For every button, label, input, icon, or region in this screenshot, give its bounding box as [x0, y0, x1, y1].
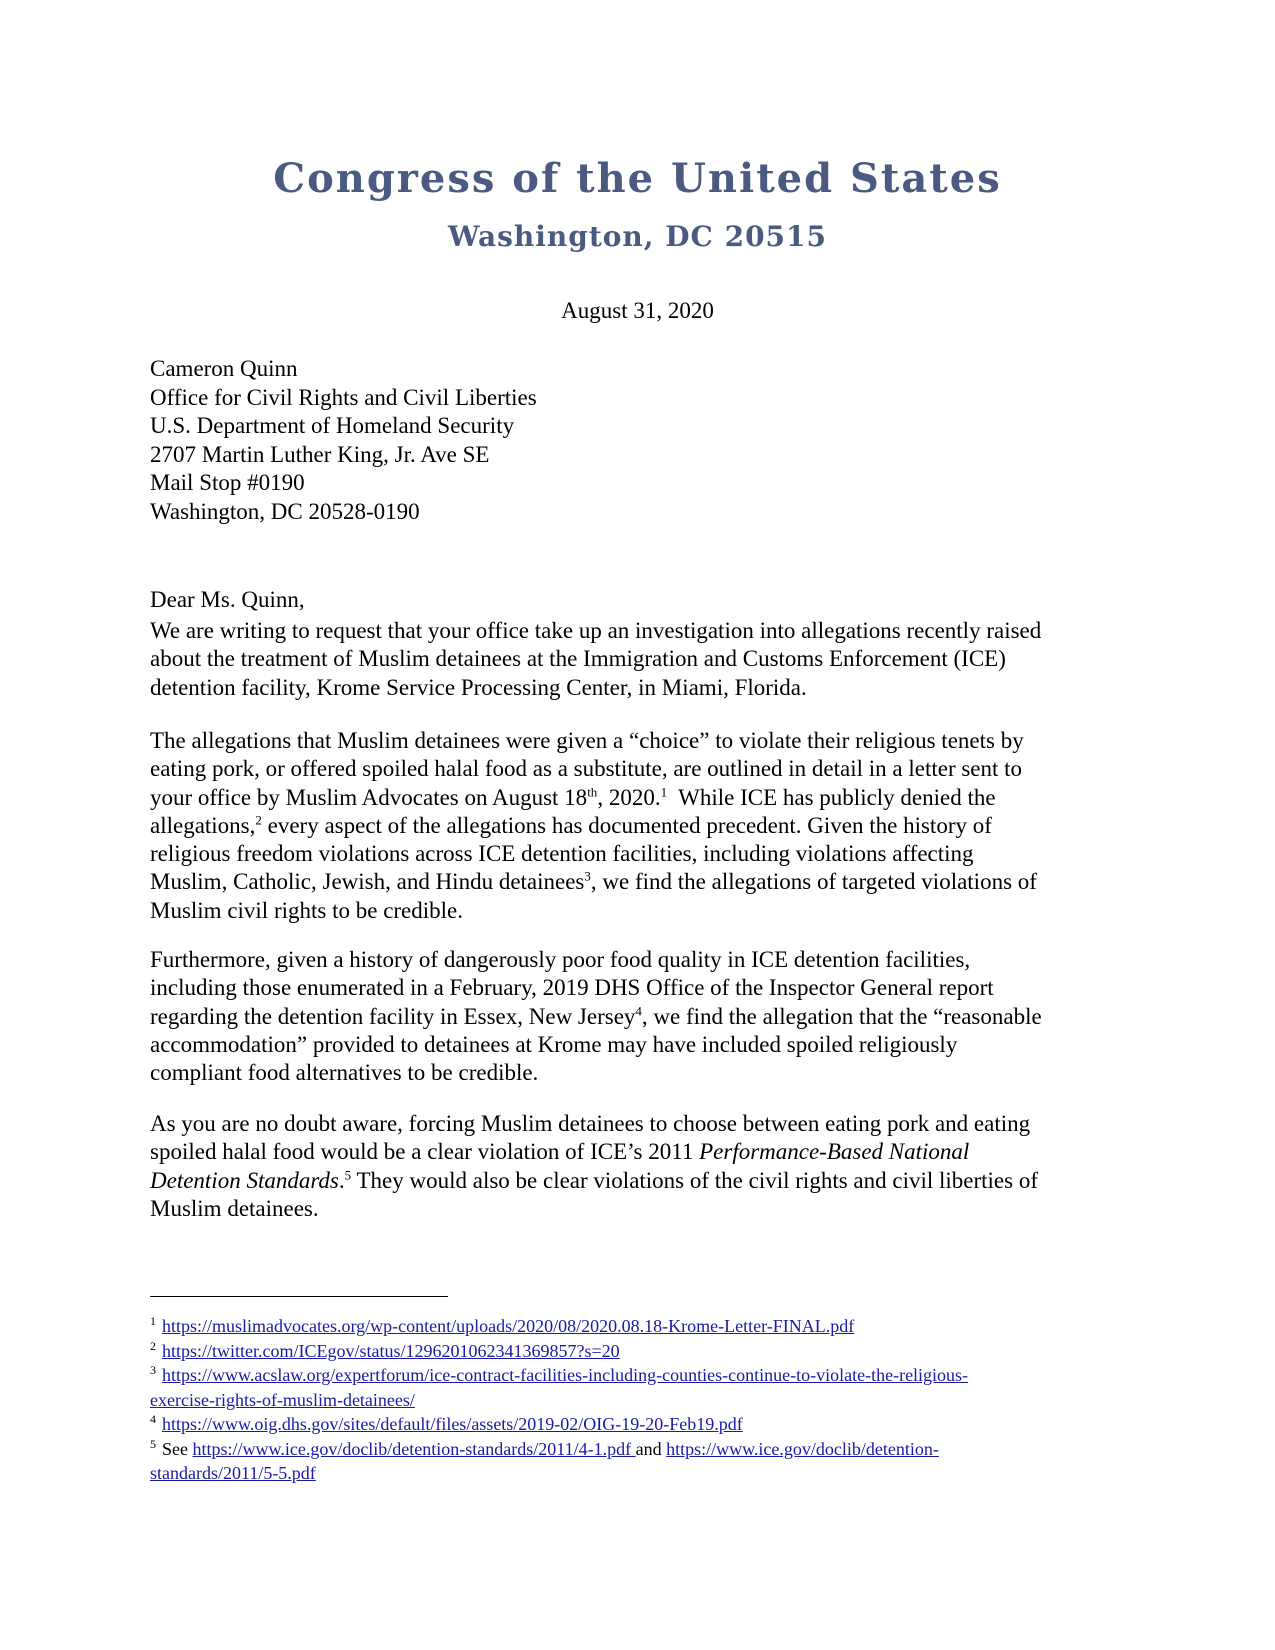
- footnote-number: 4: [150, 1412, 156, 1426]
- paragraph-line: [150, 784, 1130, 812]
- paragraph-line: about the treatment of Muslim detainees at the Immigration and Customs Enforcement (ICE): [150, 646, 1006, 672]
- salutation: Dear Ms. Quinn,: [150, 587, 305, 612]
- address-line: Mail Stop #0190: [150, 470, 305, 496]
- paragraph-line: As you are no doubt aware, forcing Muslim detainees to choose between eating pork and eating: [150, 1111, 1031, 1136]
- footnote-ref[interactable]: 5: [344, 1166, 352, 1182]
- paragraph-line: [150, 1138, 1130, 1166]
- footnote-link[interactable]: exercise-rights-of-muslim-detainees/: [150, 1389, 415, 1410]
- address-line: Washington, DC 20528-0190: [150, 498, 420, 524]
- paragraph-line: Muslim civil rights to be credible.: [150, 897, 464, 923]
- paragraph-line: detention facility, Krome Service Processing Center, in Miami, Florida.: [150, 674, 807, 700]
- text-run: , 2020.: [597, 784, 661, 810]
- footnote-ref[interactable]: 3: [584, 868, 591, 884]
- text-run: They would also be clear violations of the civil rights and civil liberties of: [351, 1167, 1038, 1193]
- paragraph-line: accommodation” provided to detainees at Krome may have included spoiled religiously: [150, 1031, 958, 1057]
- text-run: See: [162, 1438, 193, 1459]
- footnote-number: 1: [150, 1314, 156, 1328]
- text-run: , we find the allegations of targeted violations of: [590, 869, 1037, 895]
- footnote-ref[interactable]: 2: [255, 812, 262, 828]
- footnote-5: [150, 1437, 1150, 1462]
- address-line: Office for Civil Rights and Civil Liberties: [150, 384, 537, 410]
- paragraph-line: including those enumerated in a February, 2019 DHS Office of the Inspector General report: [150, 975, 994, 1001]
- paragraph-line: [150, 1003, 1130, 1031]
- paragraph-line: religious freedom violations across ICE detention facilities, including violations affecting: [150, 841, 974, 867]
- paragraph-line: [150, 868, 1130, 896]
- text-run: regarding the detention facility in Essex, New Jersey: [150, 1003, 636, 1029]
- footnote-link[interactable]: https://www.ice.gov/doclib/detention-standards/2011/4-1.pdf: [192, 1438, 636, 1459]
- text-run: every aspect of the allegations has documented precedent. Given the history of: [261, 812, 992, 838]
- text-run: While ICE has publicly denied the: [667, 784, 996, 810]
- paragraph-line: [150, 812, 1130, 840]
- footnote-3-continued: [150, 1388, 1150, 1413]
- paragraph-line: [150, 1167, 1130, 1195]
- paragraph-2: [150, 727, 1130, 925]
- footnote-ref[interactable]: 1: [660, 783, 668, 799]
- address-line: Cameron Quinn: [150, 356, 298, 381]
- footnote-link[interactable]: https://www.oig.dhs.gov/sites/default/files/assets/2019-02/OIG-19-20-Feb19.pdf: [162, 1414, 743, 1434]
- footnote-link[interactable]: https://twitter.com/ICEgov/status/1296201062341369857?s=20: [162, 1340, 620, 1361]
- paragraph-line: We are writing to request that your office take up an investigation into allegations recently raised: [150, 618, 1042, 643]
- paragraph-3: [150, 946, 1130, 1087]
- letterhead-subtitle: Washington, DC 20515: [447, 220, 828, 253]
- footnote-number: 2: [150, 1338, 156, 1353]
- footnote-1: [150, 1314, 1150, 1339]
- text-run: .: [338, 1167, 345, 1193]
- footnote-link[interactable]: standards/2011/5-5.pdf: [150, 1463, 316, 1483]
- address-line: 2707 Martin Luther King, Jr. Ave SE: [150, 441, 490, 467]
- ordinal-suffix: th: [587, 783, 598, 799]
- footnote-2: [150, 1339, 1150, 1364]
- footnote-divider: [150, 1296, 448, 1297]
- paragraph-4: [150, 1110, 1130, 1223]
- footnote-link[interactable]: https://www.ice.gov/doclib/detention-: [666, 1438, 939, 1459]
- text-run: your office by Muslim Advocates on August 18: [150, 784, 588, 810]
- italic-title: Detention Standards: [150, 1167, 339, 1193]
- letterhead-title: Congress of the United States: [273, 155, 1002, 202]
- footnote-4: [150, 1412, 1150, 1437]
- paragraph-line: The allegations that Muslim detainees were given a “choice” to violate their religious tenets by: [150, 728, 1024, 753]
- paragraph-line: eating pork, or offered spoiled halal food as a substitute, are outlined in detail in a letter sent to: [150, 756, 1023, 782]
- footnote-3: [150, 1363, 1150, 1388]
- footnote-link[interactable]: https://www.acslaw.org/expertforum/ice-contract-facilities-including-counties-continue-to-violate-the-religious-: [162, 1365, 969, 1385]
- recipient-address: [150, 355, 537, 527]
- letter-date: August 31, 2020: [561, 298, 714, 323]
- text-run: allegations,: [150, 812, 256, 838]
- paragraph-line: Furthermore, given a history of dangerously poor food quality in ICE detention facilities,: [150, 947, 971, 972]
- footnotes: [150, 1314, 1150, 1486]
- address-line: U.S. Department of Homeland Security: [150, 413, 515, 439]
- text-run: and: [635, 1438, 667, 1459]
- footnote-link[interactable]: https://muslimadvocates.org/wp-content/uploads/2020/08/2020.08.18-Krome-Letter-FINAL.pdf: [162, 1316, 855, 1336]
- paragraph-line: Muslim detainees.: [150, 1195, 319, 1221]
- paragraph-line: compliant food alternatives to be credible.: [150, 1060, 539, 1086]
- footnote-5-continued: [150, 1461, 1150, 1486]
- paragraph-1: [150, 617, 1130, 702]
- italic-title: Performance-Based National: [699, 1139, 970, 1165]
- footnote-ref[interactable]: 4: [635, 1002, 642, 1018]
- text-run: spoiled halal food would be a clear violation of ICE’s 2011: [150, 1139, 700, 1165]
- text-run: , we find the allegation that the “reasonable: [641, 1003, 1042, 1029]
- footnote-number: 5: [150, 1436, 156, 1451]
- text-run: Muslim, Catholic, Jewish, and Hindu detainees: [150, 869, 585, 895]
- footnote-number: 3: [150, 1363, 156, 1377]
